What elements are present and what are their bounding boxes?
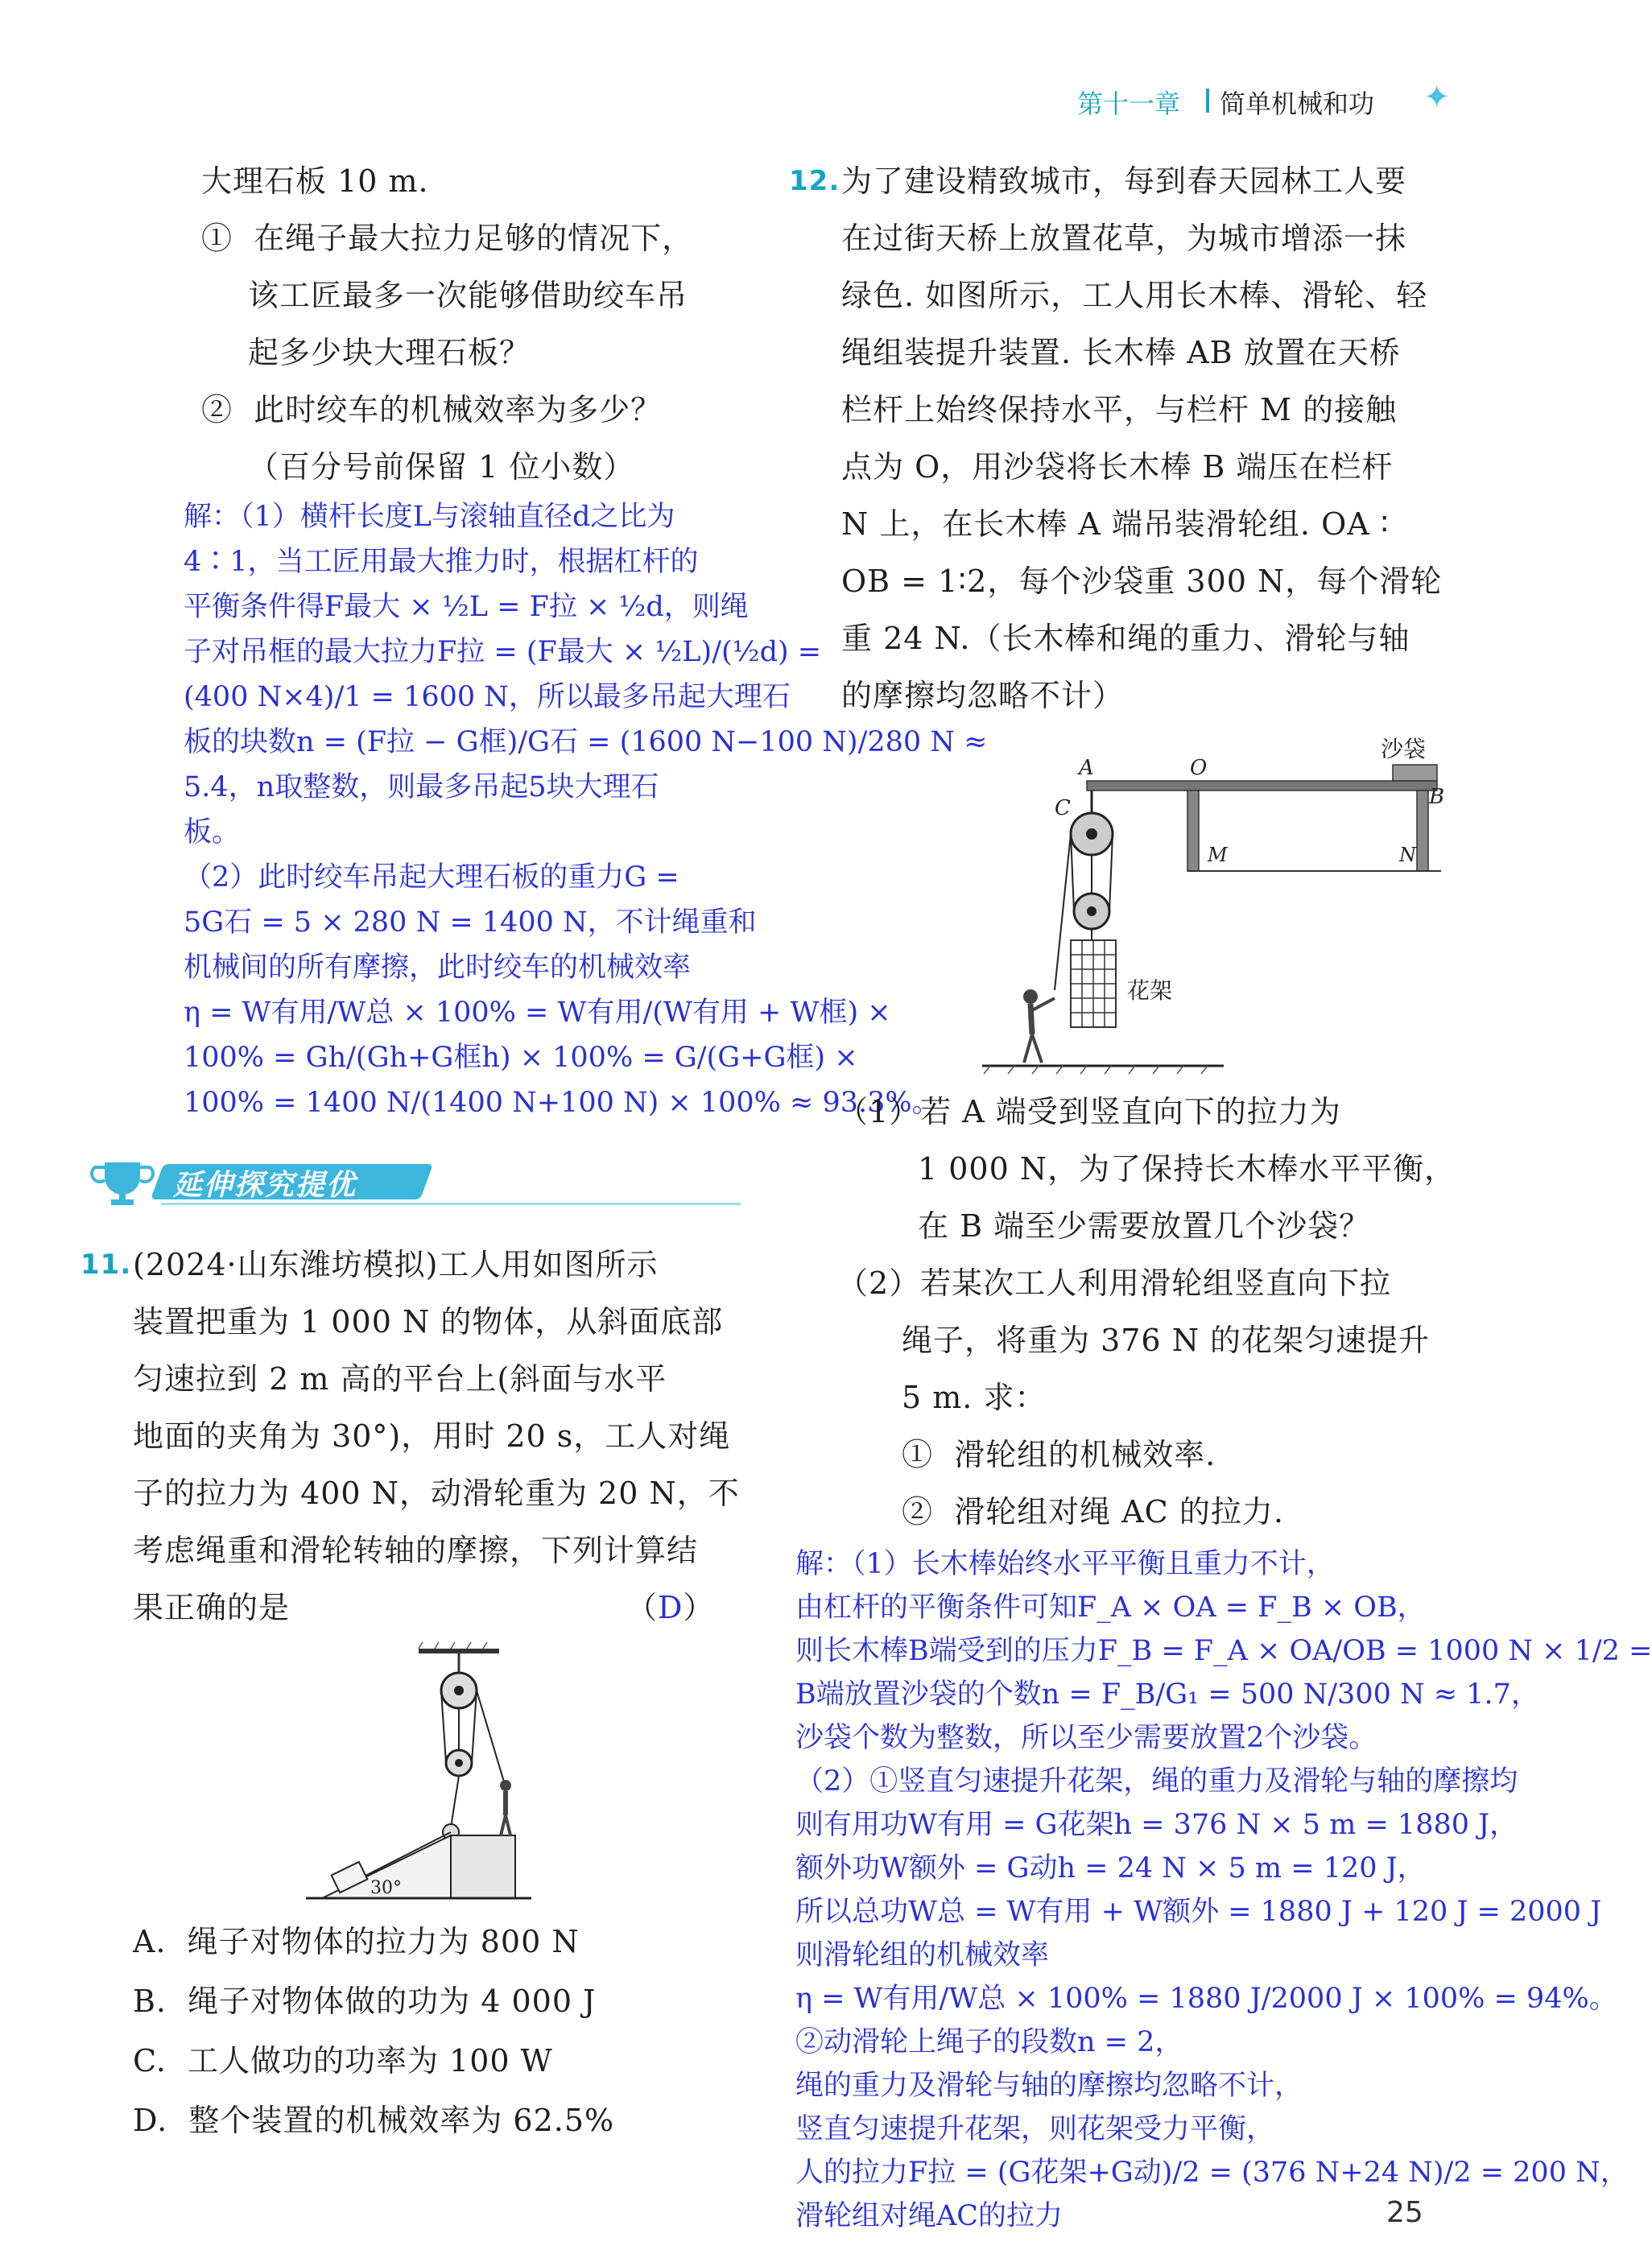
q10-sub1-line1: ① 在绳子最大拉力足够的情况下， [201,221,694,256]
answer10-line: 子对吊框的最大拉力F拉 = (F最大 × ½L)/(½d) = [184,636,822,668]
option-b: B. 绳子对物体做的功为 4 000 J [133,1984,597,2019]
answer10-line: 板的块数n = (F拉 − G框)/G石 = (1600 N−100 N)/280 N ≈ [184,726,988,758]
section-banner-title: 延伸探究提优 [173,1169,357,1202]
answer12-line: 则滑轮组的机械效率 [795,1939,1050,1971]
q10-sub2-line2: （百分号前保留 1 位小数） [248,449,635,485]
answer12-line: （2）①竖直匀速提升花架，绳的重力及滑轮与轴的摩擦均 [795,1765,1518,1798]
q12-line: 点为 O，用沙袋将长木棒 B 端压在栏杆 [841,449,1394,485]
q12-line: 绳组装提升装置. 长木棒 AB 放置在天桥 [841,335,1401,370]
q12-sub-line: 在 B 端至少需要放置几个沙袋？ [918,1208,1371,1244]
q11-answer: D [658,1590,684,1625]
answer-bracket [626,1579,715,1637]
label-M: M [1208,844,1228,866]
q10-sub1-line3: 起多少块大理石板？ [248,335,531,370]
answer10-line: 5G石 = 5 × 280 N = 1400 N，不计绳重和 [184,906,757,939]
q12-sub-line: ① 滑轮组的机械效率. [902,1437,1216,1472]
label-C: C [1055,796,1071,820]
q12-sub-line: 5 m. 求： [902,1380,1047,1415]
answer12-line: 滑轮组对绳AC的拉力 [795,2200,1063,2232]
q11-line: 果正确的是 [133,1590,291,1625]
label-O: O [1190,756,1208,780]
q12-sub-line: 1 000 N，为了保持长木棒水平平衡， [918,1151,1456,1187]
rack-label: 花架 [1127,977,1173,1004]
q10-text-line: 大理石板 10 m. [201,163,429,199]
answer10-line: η = W有用/W总 × 100% = W有用/(W有用 + W框) × [184,997,891,1029]
option-a: A. 绳子对物体的拉力为 800 N [133,1924,580,1959]
answer10-line: 100% = Gh/(Gh+G框h) × 100% = G/(G+G框) × [184,1042,858,1074]
label-B: B [1429,785,1445,809]
answer10-line: 100% = 1400 N/(1400 N+100 N) × 100% ≈ 93.3%。 [184,1087,940,1119]
q11-line: (2024·山东潍坊模拟)工人用如图所示 [133,1247,659,1282]
q12-sub-line: （2）若某次工人利用滑轮组竖直向下拉 [837,1265,1392,1301]
q10-sub1-line2: 该工匠最多一次能够借助绞车吊 [248,278,688,313]
chapter-title: 简单机械和功 [1220,89,1375,119]
bracket-close: ） [683,1590,715,1625]
answer10-line: 平衡条件得F最大 × ½L = F拉 × ½d，则绳 [184,591,749,623]
q10-sub2-line1: ② 此时绞车的机械效率为多少？ [201,392,663,427]
chapter-label: 第十一章 [1077,89,1181,119]
header-divider [1206,89,1209,113]
q11-line: 子的拉力为 400 N，动滑轮重为 20 N，不 [133,1476,740,1511]
answer10-line: 5.4，n取整数，则最多吊起5块大理石 [184,771,659,803]
incline-angle-label: 30° [370,1878,402,1898]
q12-line: 重 24 N.（长木棒和绳的重力、滑轮与轴 [841,621,1410,656]
answer12-line: η = W有用/W总 × 100% = 1880 J/2000 J × 100% = 94%。 [795,1983,1617,2015]
sandbag-label: 沙袋 [1381,736,1427,762]
q12-line: OB = 1∶2，每个沙袋重 300 N，每个滑轮 [841,564,1443,599]
answer10-line: (400 N×4)/1 = 1600 N，所以最多吊起大理石 [184,681,791,713]
answer10-line: 机械间的所有摩擦，此时绞车的机械效率 [184,952,692,984]
answer12-block [795,1542,1652,2238]
answer12-line: 沙袋个数为整数，所以至少需要放置2个沙袋。 [795,1722,1377,1754]
label-A: A [1079,756,1094,780]
answer10-line: 解：（1）横杆长度L与滚轴直径d之比为 [184,501,675,533]
q11-stem [133,1236,740,1637]
q11-options [133,1912,614,2150]
answer12-line: 人的拉力F拉 = (G花架+G动)/2 = (376 N+24 N)/2 = 200 N， [795,2157,1629,2189]
answer12-line: 解：（1）长木棒始终水平平衡且重力不计， [795,1548,1335,1580]
q12-sub-line: （1）若 A 端受到竖直向下的拉力为 [837,1094,1341,1129]
answer12-line: 则长木棒B端受到的压力F_B = F_A × OA/OB = 1000 N × 1/2 = [795,1635,1652,1667]
answer10-line: 板。 [184,816,241,848]
bracket-open: （ [626,1590,659,1625]
q11-figure [290,1642,628,1908]
answer12-line: 则有用功W有用 = G花架h = 376 N × 5 m = 1880 J， [795,1809,1518,1841]
q11-line: 考虑绳重和滑轮转轴的摩擦，下列计算结 [133,1533,699,1568]
answer12-line: 绳的重力及滑轮与轴的摩擦均忽略不计， [795,2070,1303,2102]
q11-line: 装置把重为 1 000 N 的物体，从斜面底部 [133,1304,724,1340]
q12-line: 在过街天桥上放置花草，为城市增添一抹 [841,221,1407,256]
answer12-line: B端放置沙袋的个数n = F_B/G₁ = 500 N/300 N ≈ 1.7， [795,1678,1539,1711]
label-N: N [1399,844,1416,866]
q12-subquestions [837,1084,1456,1541]
q11-number: 11. [81,1249,132,1281]
answer12-line: 由杠杆的平衡条件可知F_A × OA = F_B × OB， [795,1591,1426,1624]
q12-line: N 上，在长木棒 A 端吊装滑轮组. OA ∶ [841,506,1390,542]
q12-line: 绿色. 如图所示，工人用长木棒、滑轮、轻 [841,278,1428,313]
q12-sub-line: 绳子，将重为 376 N 的花架匀速提升 [902,1323,1431,1358]
q12-figure [974,724,1457,1079]
page-number: 25 [1386,2196,1423,2229]
answer12-line: ②动滑轮上绳子的段数n = 2， [795,2026,1183,2058]
q12-line: 为了建设精致城市，每到春天园林工人要 [841,163,1407,199]
q12-line: 的摩擦均忽略不计） [841,678,1125,713]
answer12-line: 额外功W额外 = G动h = 24 N × 5 m = 120 J， [795,1852,1426,1885]
option-d: D. 整个装置的机械效率为 62.5% [133,2103,615,2138]
q12-number: 12. [789,165,840,197]
answer12-line: 竖直匀速提升花架，则花架受力平衡， [795,2113,1275,2145]
sparkle-icon: ✦ [1423,79,1451,116]
q11-line: 地面的夹角为 30°)，用时 20 s，工人对绳 [133,1418,731,1454]
answer10-line: 4∶1，当工匠用最大推力时，根据杠杆的 [184,546,699,578]
answer12-line: 所以总功W总 = W有用 + W额外 = 1880 J + 120 J = 2000 J [795,1896,1602,1928]
q12-stem [841,153,1442,724]
answer10-line: （2）此时绞车吊起大理石板的重力G = [184,861,679,894]
q11-line: 匀速拉到 2 m 高的平台上(斜面与水平 [133,1361,667,1397]
q12-sub-line: ② 滑轮组对绳 AC 的拉力. [902,1494,1284,1530]
option-c: C. 工人做功的功率为 100 W [133,2043,553,2079]
q12-line: 栏杆上始终保持水平，与栏杆 M 的接触 [841,392,1398,427]
